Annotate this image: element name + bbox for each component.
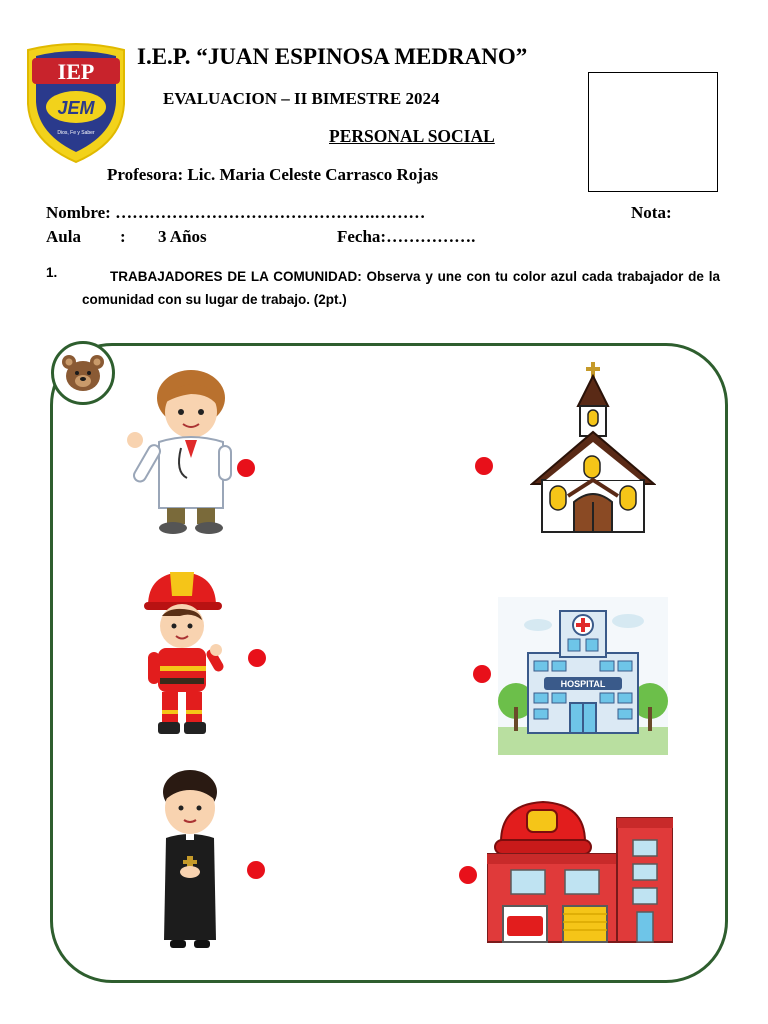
bear-badge (51, 341, 115, 405)
grade-label: Nota: (631, 203, 672, 222)
logo-motto: Dios, Fe y Saber (57, 130, 95, 136)
question-instructions (82, 265, 720, 311)
hospital-icon (498, 597, 668, 755)
student-name-field[interactable]: Nombre: ……………………………………….……… (46, 203, 426, 222)
classroom-colon: : (120, 227, 126, 246)
match-dot-hospital[interactable] (473, 665, 491, 683)
subject-title: PERSONAL SOCIAL (329, 126, 495, 146)
logo-monogram: JEM (57, 98, 95, 118)
question-number: 1. (46, 265, 58, 280)
church-icon (530, 362, 656, 537)
bear-icon (54, 344, 112, 402)
question-title: TRABAJADORES DE LA COMUNIDAD: (110, 269, 362, 284)
match-dot-fire-station[interactable] (459, 866, 477, 884)
evaluation-title: EVALUACION – II BIMESTRE 2024 (163, 89, 440, 108)
school-name: I.E.P. “JUAN ESPINOSA MEDRANO” (137, 44, 528, 69)
match-dot-doctor[interactable] (237, 459, 255, 477)
match-dot-firefighter[interactable] (248, 649, 266, 667)
teacher-line: Profesora: Lic. Maria Celeste Carrasco Rojas (107, 165, 439, 184)
classroom-value: 3 Años (158, 227, 207, 246)
school-logo (24, 42, 128, 164)
classroom-label: Aula (46, 227, 81, 246)
grade-box[interactable] (588, 72, 718, 192)
match-dot-priest[interactable] (247, 861, 265, 879)
date-field[interactable]: Fecha:……………. (337, 227, 476, 246)
firefighter-icon (140, 566, 225, 738)
fire-station-icon (487, 798, 673, 944)
match-dot-church[interactable] (475, 457, 493, 475)
doctor-icon (125, 368, 240, 536)
question-body: Observa y une con tu color azul cada trabajador de la comunidad con su lugar de trabajo. (2pt.) (82, 269, 720, 307)
priest-icon (150, 768, 230, 950)
hospital-sign: HOSPITAL (560, 679, 606, 689)
logo-top-text: IEP (57, 59, 95, 84)
